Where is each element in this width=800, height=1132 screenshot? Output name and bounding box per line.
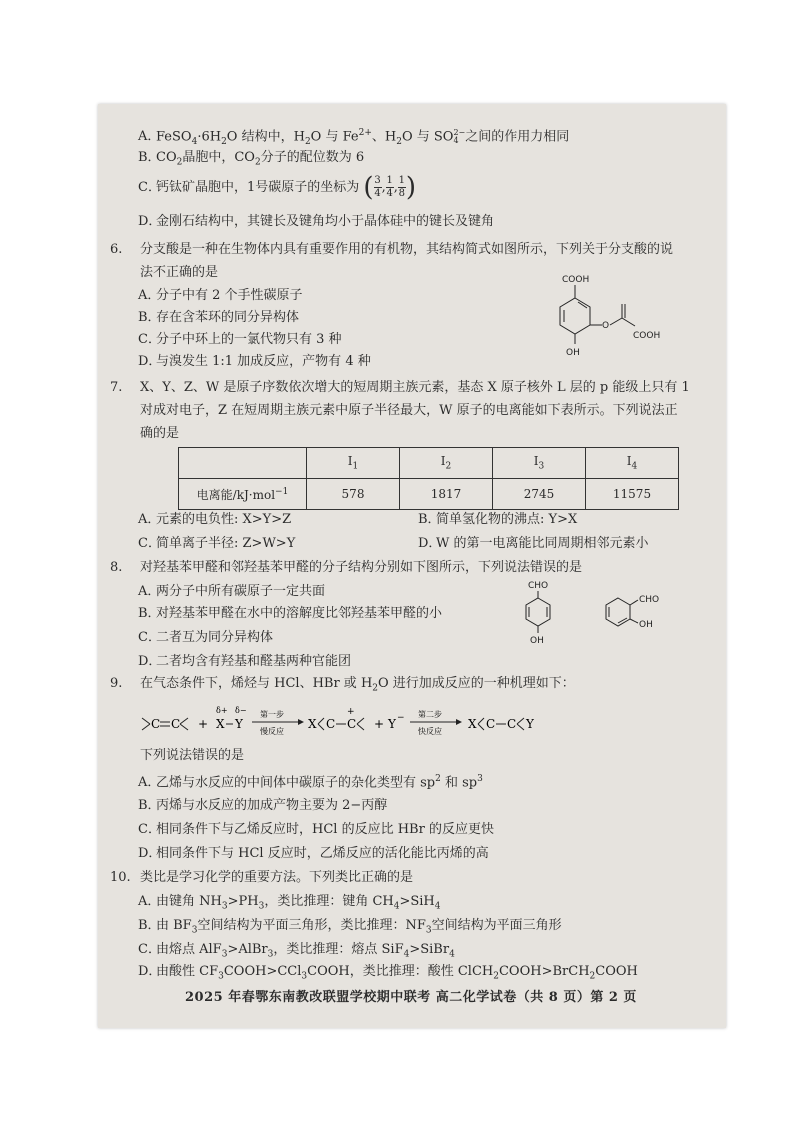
q7-option-a: A．元素的电负性: X>Y>Z [138, 512, 292, 527]
svg-text:COOH: COOH [633, 331, 661, 341]
svg-text:X: X [308, 717, 317, 731]
q8-option-a: A．两分子中所有碳原子一定共面 [138, 584, 326, 599]
fraction: $\frac{1}{8}$ [398, 175, 406, 199]
svg-text:Y: Y [235, 717, 243, 731]
svg-text:C: C [347, 717, 357, 731]
svg-text:OH: OH [639, 620, 653, 630]
q5-option-a: A．$FeSO_4\cdot 6H_2O$ 结构中，$H_2O$ 与 $Fe^{2+}$、$H_2O$ 与 SO 2− 4 之间的作用力相同 [138, 127, 570, 147]
p-hydroxybenzaldehyde-structure [512, 578, 572, 648]
question-number: 6. [110, 242, 123, 257]
svg-text:Y: Y [388, 717, 396, 731]
table-header-row: $I_1$ $I_2$ $I_3$ $I_4$ [179, 448, 679, 479]
svg-text:C: C [486, 717, 496, 731]
q9-option-b: B．丙烯与水反应的加成产物主要为 2−丙醇 [138, 798, 388, 813]
q7-stem-3: 确的是 [140, 426, 180, 441]
svg-text:CHO: CHO [639, 595, 660, 605]
q9-option-d: D．相同条件下与 HCl 反应时，乙烯反应的活化能比丙烯的高 [138, 846, 489, 861]
q5-option-d: D．金刚石结构中，其键长及键角均小于晶体硅中的键长及键角 [138, 214, 495, 229]
fraction: $\frac{3}{4}$ [374, 175, 381, 199]
svg-text:C: C [507, 717, 517, 731]
svg-text:δ+: δ+ [216, 706, 228, 715]
svg-text:X: X [468, 717, 477, 731]
svg-text:CHO: CHO [528, 581, 549, 591]
svg-text:慢反应: 慢反应 [260, 727, 284, 736]
fraction: $\frac{1}{4}$ [386, 175, 393, 199]
q9-option-a: A．乙烯与水反应的中间体中碳原子的杂化类型有 $sp^2$ 和 $sp^3$ [138, 774, 483, 791]
q5-option-b: B．$CO_2$晶胞中，$CO_2$分子的配位数为 6 [138, 150, 365, 168]
q10-option-a: A．由键角 $NH_3>PH_3$，类比推理：键角 $CH_4>SiH_4$ [138, 894, 441, 912]
svg-text:C: C [171, 717, 181, 731]
q9-option-c: C．相同条件下与乙烯反应时，HCl 的反应比 HBr 的反应更快 [138, 822, 494, 837]
q6-stem-2: 法不正确的是 [140, 265, 219, 280]
q9-prompt: 下列说法错误的是 [140, 748, 245, 763]
q6-option-a: A．分子中有 2 个手性碳原子 [138, 288, 303, 303]
q10-option-d: D．由酸性 $CF_3COOH>CCl_3COOH$，类比推理：酸性 ClCH$_2$COOH>BrCH$_2$COOH [138, 964, 638, 982]
svg-text:第一步: 第一步 [260, 710, 284, 719]
svg-text:OH: OH [530, 636, 544, 646]
svg-text:Y: Y [526, 717, 534, 731]
q5-option-c: C．钙钛矿晶胞中，1号碳原子的坐标为 ( $\frac{3}{4}$ , $\frac{1}{4}$ , $\frac{1}{8}$ ) [138, 172, 417, 203]
page-footer: 2025 年春鄂东南教改联盟学校期中联考 高二化学试卷（共 8 页）第 2 页 [185, 990, 637, 1005]
svg-text:快反应: 快反应 [418, 727, 442, 736]
svg-text:C: C [326, 717, 336, 731]
q7-stem-2: 对成对电子，Z 在短周期主族元素中原子半径最大，W 原子的电离能如下表所示。下列说法正 [140, 403, 678, 418]
svg-text:+: + [198, 717, 209, 731]
svg-text:−: − [397, 713, 405, 723]
o-hydroxybenzaldehyde-structure [596, 590, 676, 640]
q8-option-b: B．对羟基苯甲醛在水中的溶解度比邻羟基苯甲醛的小 [138, 606, 443, 621]
addition-mechanism-scheme [140, 704, 590, 744]
svg-text:COOH: COOH [562, 275, 590, 285]
svg-text:第二步: 第二步 [418, 710, 442, 719]
table-row: 电离能/kJ·mol$^{-1}$ 578 1817 2745 11575 [179, 479, 679, 510]
q7-option-d: D．W 的第一电离能比同周期相邻元素小 [418, 536, 649, 551]
q7-option-c: C．简单离子半径: Z>W>Y [138, 536, 296, 551]
svg-text:+: + [374, 717, 385, 731]
q7-option-b: B．简单氢化物的沸点: Y>X [418, 512, 578, 527]
q6-option-b: B．存在含苯环的同分异构体 [138, 310, 300, 325]
svg-text:δ−: δ− [235, 706, 247, 715]
q8-option-c: C．二者互为同分异构体 [138, 630, 274, 645]
svg-text:X: X [216, 717, 225, 731]
chorismic-acid-structure [540, 270, 710, 365]
q10-option-c: C．由熔点 AlF$_3$>AlBr$_3$，类比推理：熔点 SiF$_4$>SiBr$_4$ [138, 942, 455, 960]
svg-text:OH: OH [566, 348, 580, 358]
q10-option-b: B．由 $BF_3$空间结构为平面三角形，类比推理：$NF_3$空间结构为平面三角形 [138, 918, 562, 936]
q6-option-c: C．分子中环上的一氯代物只有 3 种 [138, 332, 342, 347]
ionization-energy-table [178, 447, 679, 510]
q8-option-d: D．二者均含有羟基和醛基两种官能团 [138, 654, 352, 669]
option-letter: A． [138, 129, 161, 145]
svg-text:O: O [602, 321, 610, 331]
svg-text:C: C [151, 717, 161, 731]
q6-option-d: D．与溴发生 1:1 加成反应，产物有 4 种 [138, 354, 371, 369]
svg-text:+: + [347, 707, 355, 717]
